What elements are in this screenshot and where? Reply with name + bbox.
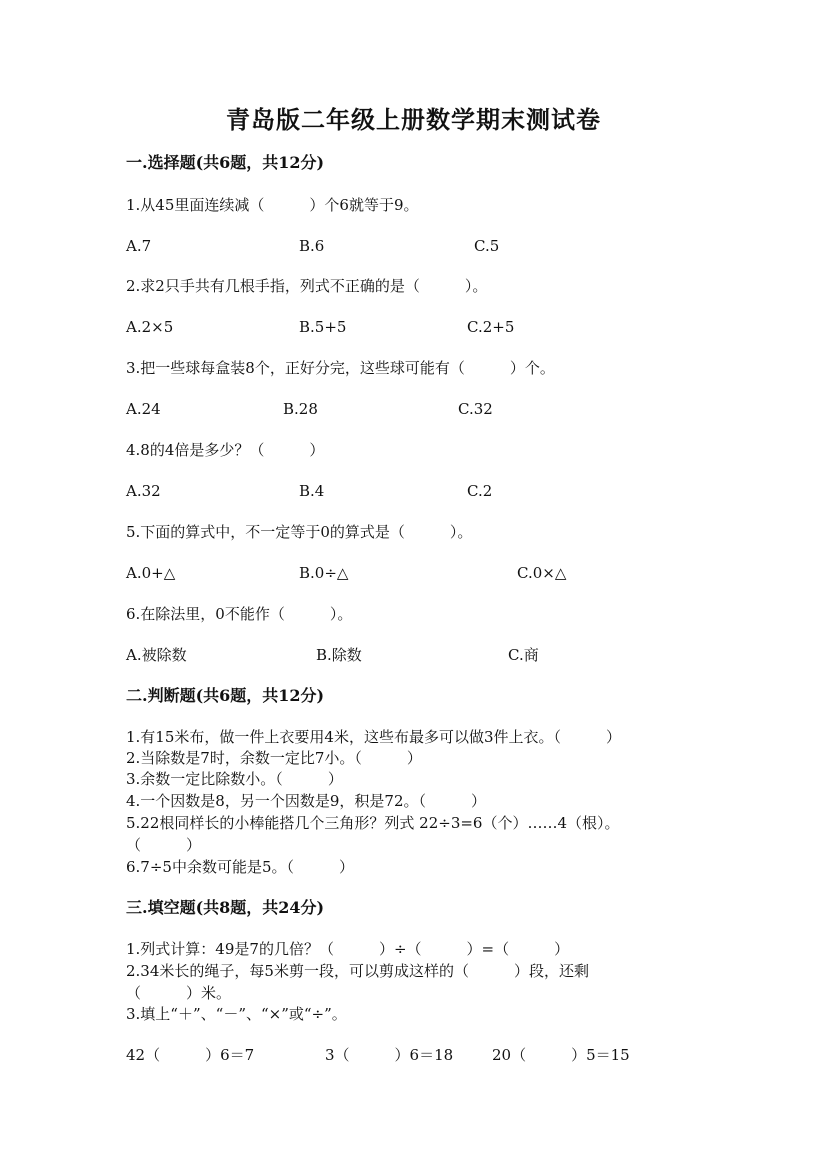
- option-b: B.5+5: [299, 318, 347, 336]
- option-a: A.24: [126, 400, 161, 418]
- question-text: 4.8的4倍是多少？（ ）: [126, 441, 325, 459]
- judge-line: 3.余数一定比除数小。（ ）: [126, 770, 343, 788]
- judge-line: 5.22根同样长的小棒能搭几个三角形？列式 22÷3=6（个）……4（根）。: [126, 814, 620, 832]
- option-a: A.7: [126, 237, 152, 255]
- section-heading-choice: 一.选择题(共6题，共12分): [126, 153, 325, 172]
- question-text: 6.在除法里，0不能作（ ）。: [126, 605, 353, 623]
- option-b: B.28: [283, 400, 318, 418]
- option-c: C.2: [467, 482, 493, 500]
- option-b: B.4: [299, 482, 325, 500]
- option-c: C.2+5: [467, 318, 515, 336]
- judge-line: （ ）: [126, 836, 202, 854]
- question-text: 5.下面的算式中，不一定等于0的算式是（ ）。: [126, 523, 473, 541]
- fill-line: 3.填上“＋”、“－”、“×”或“÷”。: [126, 1005, 347, 1023]
- option-c: C.32: [458, 400, 493, 418]
- option-b: B.除数: [316, 646, 362, 664]
- option-a: A.32: [126, 482, 161, 500]
- option-a: A.被除数: [126, 646, 187, 664]
- judge-line: 1.有15米布，做一件上衣要用4米，这些布最多可以做3件上衣。（ ）: [126, 728, 621, 746]
- fill-line: 1.列式计算：49是7的几倍？（ ）÷（ ）=（ ）: [126, 940, 570, 958]
- option-b: B.6: [299, 237, 325, 255]
- fill-line: 2.34米长的绳子，每5米剪一段，可以剪成这样的（ ）段，还剩: [126, 962, 589, 980]
- judge-line: 6.7÷5中余数可能是5。（ ）: [126, 858, 355, 876]
- option-c: C.0×△: [517, 564, 567, 582]
- question-text: 3.把一些球每盒装8个，正好分完，这些球可能有（ ）个。: [126, 359, 555, 377]
- section-heading-fill: 三.填空题(共8题，共24分): [126, 898, 325, 917]
- option-c: C.5: [474, 237, 500, 255]
- fill-equation: 3（ ）6＝18: [325, 1046, 454, 1064]
- fill-line: （ ）米。: [126, 984, 232, 1002]
- fill-equation: 42（ ）6＝7: [126, 1046, 255, 1064]
- option-b: B.0÷△: [299, 564, 349, 582]
- option-c: C.商: [508, 646, 539, 664]
- judge-line: 4.一个因数是8，另一个因数是9，积是72。（ ）: [126, 792, 486, 810]
- fill-equation: 20（ ）5＝15: [492, 1046, 630, 1064]
- page-title: 青岛版二年级上册数学期末测试卷: [226, 105, 601, 134]
- option-a: A.2×5: [126, 318, 174, 336]
- question-text: 2.求2只手共有几根手指，列式不正确的是（ ）。: [126, 277, 488, 295]
- judge-line: 2.当除数是7时，余数一定比7小。（ ）: [126, 749, 422, 767]
- option-a: A.0+△: [126, 564, 176, 582]
- section-heading-judge: 二.判断题(共6题，共12分): [126, 686, 325, 705]
- question-text: 1.从45里面连续减（ ）个6就等于9。: [126, 196, 419, 214]
